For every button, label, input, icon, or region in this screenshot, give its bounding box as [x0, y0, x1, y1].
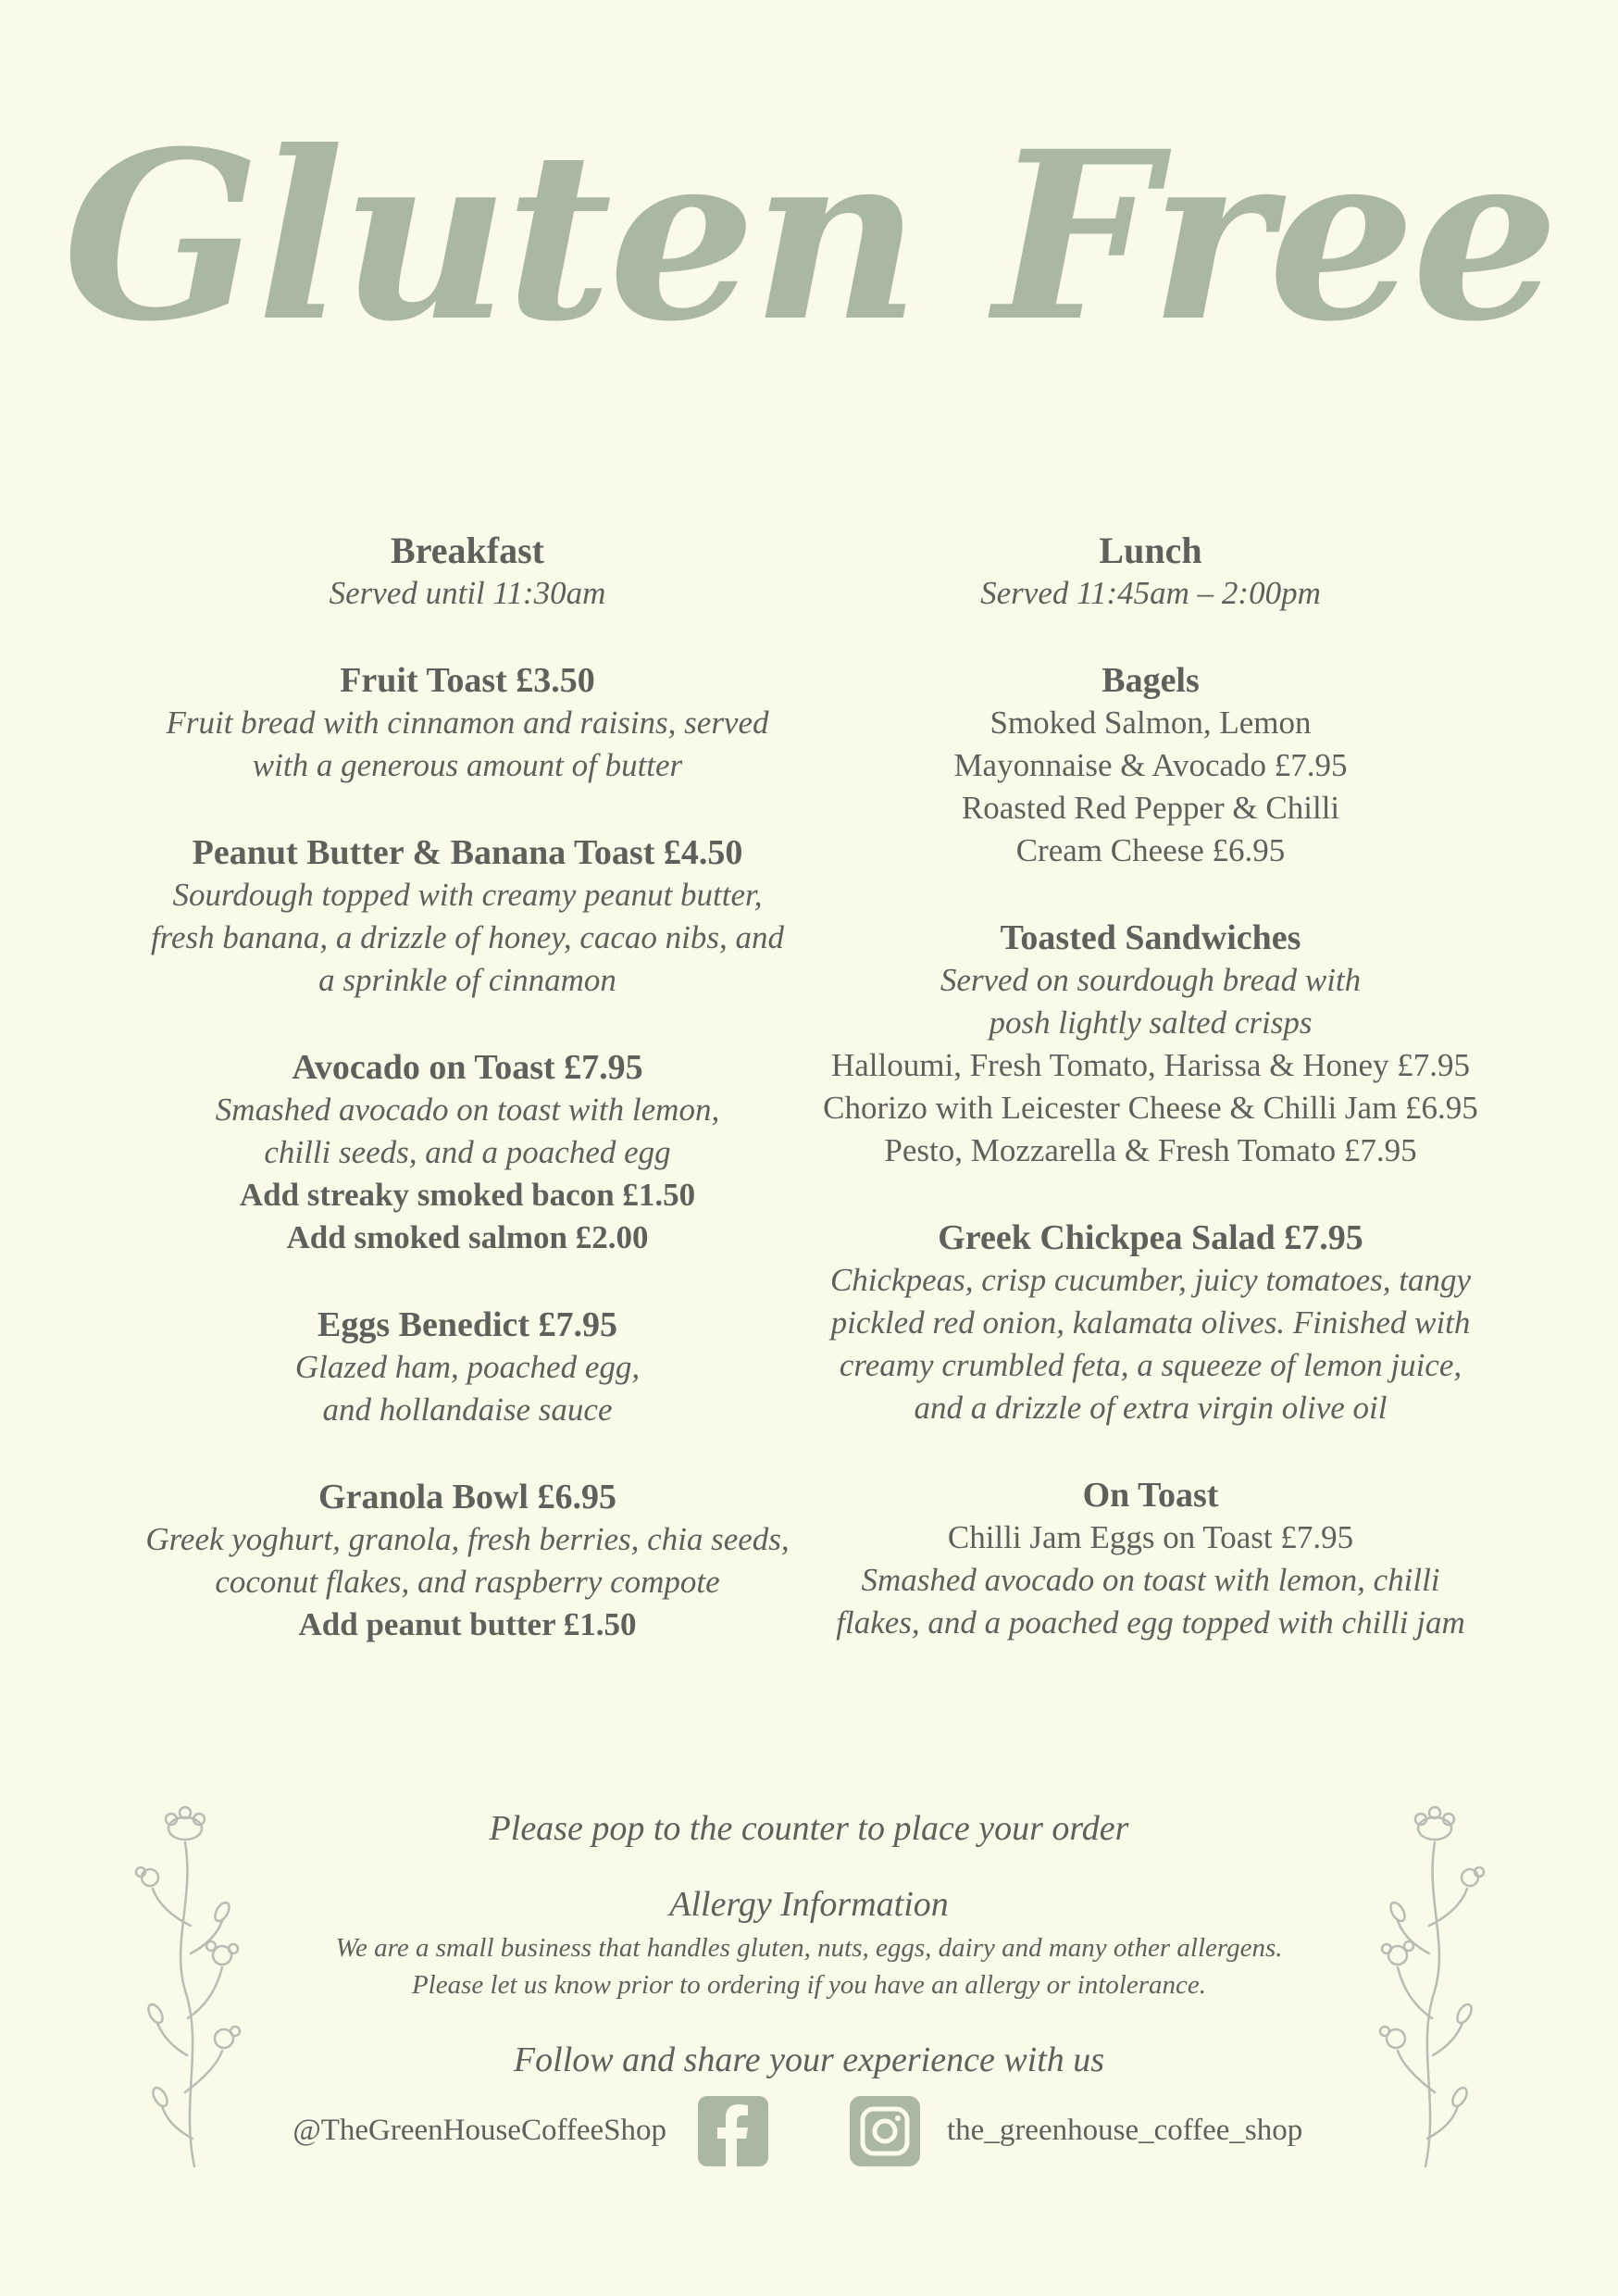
follow-us-text: Follow and share your experience with us — [513, 2040, 1105, 2079]
breakfast-section — [120, 530, 815, 1691]
menu-item-granola-bowl — [120, 1476, 815, 1646]
social-links — [231, 2090, 1387, 2174]
allergy-notice — [231, 1929, 1387, 2003]
item-title: Greek Chickpea Salad £7.95 — [938, 1218, 1363, 1257]
item-desc-line: with a generous amount of butter — [252, 747, 683, 783]
allergy-line: We are a small business that handles gluten, nuts, eggs, dairy and many other allergens. — [335, 1933, 1283, 1963]
menu-item-toasted-sandwiches — [803, 917, 1498, 1172]
item-line: Cream Cheese £6.95 — [1015, 832, 1286, 868]
item-line: Chilli Jam Eggs on Toast £7.95 — [947, 1519, 1354, 1555]
item-desc-line: creamy crumbled feta, a squeeze of lemon juice, — [839, 1347, 1462, 1383]
item-desc-line: fresh banana, a drizzle of honey, cacao nibs, and — [150, 919, 785, 955]
item-title: Avocado on Toast £7.95 — [292, 1048, 643, 1087]
facebook-handle[interactable]: @TheGreenHouseCoffeeShop — [292, 2114, 666, 2147]
item-line: Mayonnaise & Avocado £7.95 — [953, 747, 1348, 783]
item-desc-line: coconut flakes, and raspberry compote — [215, 1564, 720, 1600]
menu-item-greek-chickpea-salad — [803, 1217, 1498, 1429]
allergy-heading: Allergy Information — [669, 1885, 949, 1924]
lunch-heading: Lunch — [1099, 530, 1202, 571]
instagram-handle[interactable]: the_greenhouse_coffee_shop — [947, 2114, 1303, 2147]
item-desc-line: Glazed ham, poached egg, — [294, 1349, 641, 1385]
item-title: Granola Bowl £6.95 — [318, 1478, 616, 1516]
item-title: Eggs Benedict £7.95 — [317, 1305, 618, 1344]
item-addon: Add peanut butter £1.50 — [298, 1606, 637, 1642]
item-desc-line: pickled red onion, kalamata olives. Finished with — [830, 1304, 1471, 1341]
lunch-served-time: Served 11:45am – 2:00pm — [980, 575, 1321, 611]
menu-item-on-toast — [803, 1474, 1498, 1644]
menu-item-peanut-butter-banana-toast — [120, 831, 815, 1002]
item-desc-line: and hollandaise sauce — [322, 1391, 613, 1428]
item-desc-line: flakes, and a poached egg topped with chilli jam — [836, 1604, 1465, 1641]
item-addon: Add smoked salmon £2.00 — [286, 1219, 649, 1255]
breakfast-served-time: Served until 11:30am — [329, 575, 606, 611]
item-title: Fruit Toast £3.50 — [340, 661, 595, 700]
instagram-icon[interactable] — [850, 2096, 920, 2166]
item-desc-line: Smashed avocado on toast with lemon, chilli — [861, 1562, 1440, 1598]
menu-item-bagels — [803, 659, 1498, 872]
item-desc-line: posh lightly salted crisps — [989, 1004, 1313, 1041]
item-desc-line: Greek yoghurt, granola, fresh berries, chia seeds, — [145, 1521, 790, 1557]
facebook-icon[interactable] — [698, 2096, 768, 2166]
page-title: Gluten Free — [62, 100, 1556, 372]
item-line: Roasted Red Pepper & Chilli — [961, 790, 1340, 826]
item-line: Chorizo with Leicester Cheese & Chilli Jam £6.95 — [823, 1090, 1478, 1126]
item-desc-line: Sourdough topped with creamy peanut butter, — [172, 877, 763, 913]
menu-item-avocado-on-toast — [120, 1046, 815, 1259]
item-title: Toasted Sandwiches — [1000, 918, 1301, 957]
allergy-line: Please let us know prior to ordering if you have an allergy or intolerance. — [411, 1970, 1207, 2000]
item-desc-line: a sprinkle of cinnamon — [318, 962, 616, 998]
floral-sprig-icon — [1370, 1787, 1490, 2176]
item-desc-line: Chickpeas, crisp cucumber, juicy tomatoes, tangy — [829, 1262, 1472, 1298]
item-desc-line: Smashed avocado on toast with lemon, — [215, 1092, 720, 1128]
item-desc-line: Fruit bread with cinnamon and raisins, served — [166, 705, 769, 741]
item-title: On Toast — [1082, 1476, 1219, 1515]
lunch-section — [803, 530, 1498, 1689]
item-desc-line: and a drizzle of extra virgin olive oil — [914, 1390, 1388, 1426]
item-title: Peanut Butter & Banana Toast £4.50 — [192, 833, 743, 872]
item-line: Smoked Salmon, Lemon — [989, 705, 1312, 741]
item-title: Bagels — [1101, 661, 1200, 700]
order-instruction: Please pop to the counter to place your order — [489, 1809, 1129, 1848]
menu-item-eggs-benedict — [120, 1304, 815, 1431]
item-desc-line: Served on sourdough bread with — [940, 962, 1362, 998]
item-line: Pesto, Mozzarella & Fresh Tomato £7.95 — [884, 1132, 1417, 1168]
item-line: Halloumi, Fresh Tomato, Harissa & Honey £7.95 — [830, 1047, 1471, 1083]
breakfast-heading: Breakfast — [391, 530, 544, 571]
menu-item-fruit-toast — [120, 659, 815, 787]
item-desc-line: chilli seeds, and a poached egg — [264, 1134, 671, 1170]
item-addon: Add streaky smoked bacon £1.50 — [239, 1177, 696, 1213]
